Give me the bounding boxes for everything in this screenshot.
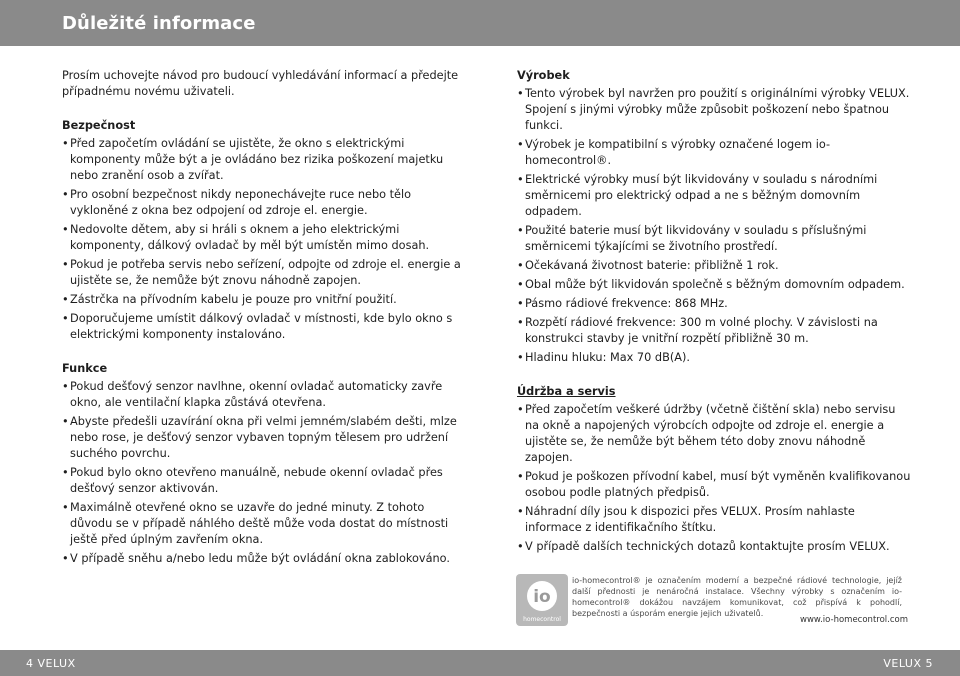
left-column xyxy=(62,68,462,585)
list-item: • Pokud je potřeba servis nebo seřízení, odpojte od zdroje el. energie a ujistěte se, že nemůže být znovu náhodně zapojen. xyxy=(62,257,462,289)
io-homecontrol-logo xyxy=(516,574,568,626)
list-item: • Pokud bylo okno otevřeno manuálně, nebude okenní ovladač přes dešťový senzor aktivován. xyxy=(62,465,462,497)
footer-bar xyxy=(0,650,960,676)
list-item: • Nedovolte dětem, aby si hráli s oknem a jeho elektrickými komponenty, dálkový ovladač by měl být umístěn mimo dosah. xyxy=(62,222,462,254)
list-item: • Použité baterie musí být likvidovány v souladu s příslušnými směrnicemi týkajícími se životního prostředí. xyxy=(517,223,913,255)
product-heading: Výrobek xyxy=(517,69,570,82)
footer-page-right: VELUX 5 xyxy=(883,657,933,670)
maintenance-heading: Údržba a servis xyxy=(517,385,616,398)
safety-list xyxy=(62,136,462,343)
function-heading: Funkce xyxy=(62,362,108,375)
list-item: • Hladinu hluku: Max 70 dB(A). xyxy=(517,350,913,366)
maintenance-section xyxy=(517,384,913,555)
list-item: • Pásmo rádiové frekvence: 868 MHz. xyxy=(517,296,913,312)
list-item: • V případě sněhu a/nebo ledu může být ovládání okna zablokováno. xyxy=(62,551,462,567)
list-item: • Zástrčka na přívodním kabelu je pouze pro vnitřní použití. xyxy=(62,292,462,308)
product-list xyxy=(517,86,913,366)
list-item: • Náhradní díly jsou k dispozici přes VELUX. Prosím nahlaste informace z identifikačního štítku. xyxy=(517,504,913,536)
list-item: • Před započetím veškeré údržby (včetně čištění skla) nebo servisu na okně a napojených výrobcích odpojte od zdroje el. energie a ujistěte se, že nemůže být během této doby znovu náhodně zapojen. xyxy=(517,402,913,466)
intro-text: Prosím uchovejte návod pro budoucí vyhledávání informací a předejte případnému novému uživateli. xyxy=(62,69,459,98)
maintenance-list xyxy=(517,402,913,555)
function-list xyxy=(62,379,462,567)
io-homecontrol-box xyxy=(516,571,912,629)
safety-section xyxy=(62,118,462,343)
footer-page-left: 4 VELUX xyxy=(26,657,76,670)
list-item: • Před započetím ovládání se ujistěte, že okno s elektrickými komponenty může být a je ovládáno bez rizika poškození majetku nebo zranění osob a zvířat. xyxy=(62,136,462,184)
list-item: • Výrobek je kompatibilní s výrobky označené logem io-homecontrol®. xyxy=(517,137,913,169)
list-item: • Doporučujeme umístit dálkový ovladač v místnosti, kde bylo okno s elektrickými komponenty instalováno. xyxy=(62,311,462,343)
product-section xyxy=(517,68,913,366)
io-logo-text: io xyxy=(533,587,551,607)
list-item: • Elektrické výrobky musí být likvidovány v souladu s národními směrnicemi pro elektrický odpad a ne s běžným domovním odpadem. xyxy=(517,172,913,220)
list-item: • Očekávaná životnost baterie: přibližně 1 rok. xyxy=(517,258,913,274)
io-logo-subtext: homecontrol xyxy=(523,616,561,623)
list-item: • Pokud je poškozen přívodní kabel, musí být vyměněn kvalifikovanou osobou podle platných předpisů. xyxy=(517,469,913,501)
list-item: • Obal může být likvidován společně s běžným domovním odpadem. xyxy=(517,277,913,293)
list-item: • Rozpětí rádiové frekvence: 300 m volné plochy. V závislosti na konstrukci stavby je vnitřní rozpětí přibližně 30 m. xyxy=(517,315,913,347)
list-item: • Pro osobní bezpečnost nikdy neponechávejte ruce nebo tělo vykloněné z okna bez odpojení od zdroje el. energie. xyxy=(62,187,462,219)
page-title: Důležité informace xyxy=(62,13,256,34)
safety-heading: Bezpečnost xyxy=(62,119,136,132)
function-section xyxy=(62,361,462,567)
list-item: • V případě dalších technických dotazů kontaktujte prosím VELUX. xyxy=(517,539,913,555)
list-item: • Pokud dešťový senzor navlhne, okenní ovladač automaticky zavře okno, ale ventilační klapka zůstává otevřena. xyxy=(62,379,462,411)
list-item: • Abyste předešli uzavírání okna při velmi jemném/slabém dešti, mlze nebo rose, je dešťový senzor vybaven topným tělesem pro udržení suchého povrchu. xyxy=(62,414,462,462)
list-item: • Maximálně otevřené okno se uzavře do jedné minuty. Z tohoto důvodu se v případě náhlého deště může voda dostat do místnosti ještě před úplným zavřením okna. xyxy=(62,500,462,548)
list-item: • Tento výrobek byl navržen pro použití s originálními výrobky VELUX. Spojení s jinými výrobky může způsobit poškození nebo špatnou funkci. xyxy=(517,86,913,134)
right-column xyxy=(517,68,913,573)
io-url-link[interactable]: www.io-homecontrol.com xyxy=(800,615,908,625)
header-bar xyxy=(0,0,960,46)
io-description: io-homecontrol® je označením moderní a bezpečné rádiové technologie, jejíž další přednosti je nenáročná instalace. Všechny výrobky s označením io-homecontrol® dokážou navzájem komunikovat, což přispívá k pohodlí, bezpečnosti a úsporám energie jejich uživatelů. xyxy=(572,576,902,618)
